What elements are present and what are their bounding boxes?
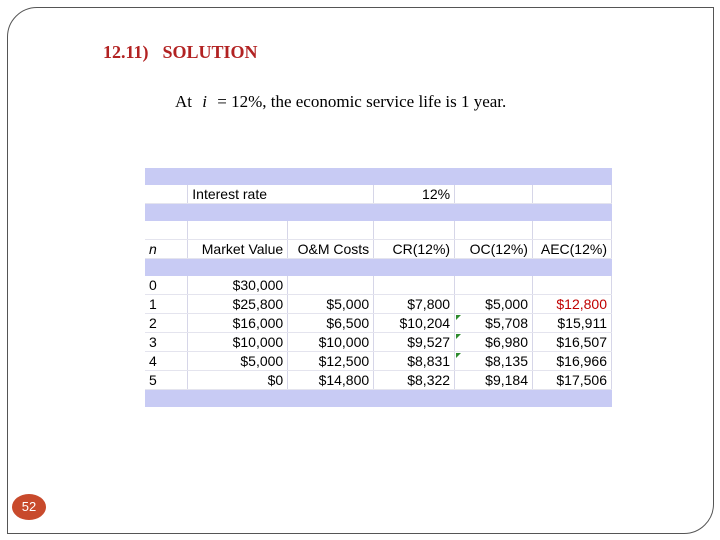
header-cr: CR(12%)	[374, 240, 455, 259]
table-row	[145, 333, 612, 352]
cell-market-value: $16,000	[188, 314, 288, 333]
statement-suffix: = 12%, the economic service life is 1 year.	[217, 92, 507, 111]
cell-aec: $17,506	[532, 371, 611, 390]
table-row	[145, 314, 612, 333]
conclusion-statement	[175, 92, 506, 112]
header-aec: AEC(12%)	[532, 240, 611, 259]
cell-oc: $5,708	[455, 314, 533, 333]
cell-oc: $6,980	[455, 333, 533, 352]
cell-aec: $16,507	[532, 333, 611, 352]
cell-n: 0	[145, 276, 188, 295]
spreadsheet	[145, 168, 612, 402]
spreadsheet-table	[145, 168, 612, 407]
cell-oc: $9,184	[455, 371, 533, 390]
cell-cr: $7,800	[374, 295, 455, 314]
band-row	[145, 168, 612, 185]
cell-market-value: $25,800	[188, 295, 288, 314]
cell-om-costs: $6,500	[288, 314, 374, 333]
cell-om-costs: $10,000	[288, 333, 374, 352]
table-row	[145, 352, 612, 371]
header-om-costs: O&M Costs	[288, 240, 374, 259]
cell-oc: $5,000	[455, 295, 533, 314]
slide-heading	[103, 42, 258, 63]
header-row	[145, 240, 612, 259]
cell-market-value: $10,000	[188, 333, 288, 352]
header-market-value: Market Value	[188, 240, 288, 259]
cell-om-costs: $12,500	[288, 352, 374, 371]
cell-aec	[532, 276, 611, 295]
band-row	[145, 259, 612, 277]
cell-cr: $8,831	[374, 352, 455, 371]
interest-label: Interest rate	[188, 185, 374, 204]
table-row	[145, 371, 612, 390]
heading-text: SOLUTION	[162, 42, 258, 62]
cell-aec-minimum: $12,800	[532, 295, 611, 314]
statement-prefix: At	[175, 92, 192, 111]
cell-om-costs: $14,800	[288, 371, 374, 390]
header-oc: OC(12%)	[455, 240, 533, 259]
cell-n: 1	[145, 295, 188, 314]
cell-n: 5	[145, 371, 188, 390]
cell-n: 4	[145, 352, 188, 371]
cell-cr: $8,322	[374, 371, 455, 390]
problem-number: 12.11)	[103, 42, 149, 62]
statement-variable: i	[202, 92, 207, 111]
page-number-badge: 52	[12, 494, 46, 520]
cell-oc	[455, 276, 533, 295]
table-row	[145, 295, 612, 314]
cell-market-value: $0	[188, 371, 288, 390]
cell-oc: $8,135	[455, 352, 533, 371]
interest-row	[145, 185, 612, 204]
cell-cr	[374, 276, 455, 295]
header-n: n	[145, 240, 188, 259]
cell-cr: $9,527	[374, 333, 455, 352]
cell-aec: $16,966	[532, 352, 611, 371]
table-row	[145, 276, 612, 295]
spacer-row	[145, 221, 612, 240]
cell-cr: $10,204	[374, 314, 455, 333]
cell-om-costs: $5,000	[288, 295, 374, 314]
cell-aec: $15,911	[532, 314, 611, 333]
cell-om-costs	[288, 276, 374, 295]
cell-market-value: $30,000	[188, 276, 288, 295]
band-row	[145, 204, 612, 222]
interest-value: 12%	[374, 185, 455, 204]
cell-n: 2	[145, 314, 188, 333]
band-row	[145, 390, 612, 408]
cell-market-value: $5,000	[188, 352, 288, 371]
cell-n: 3	[145, 333, 188, 352]
